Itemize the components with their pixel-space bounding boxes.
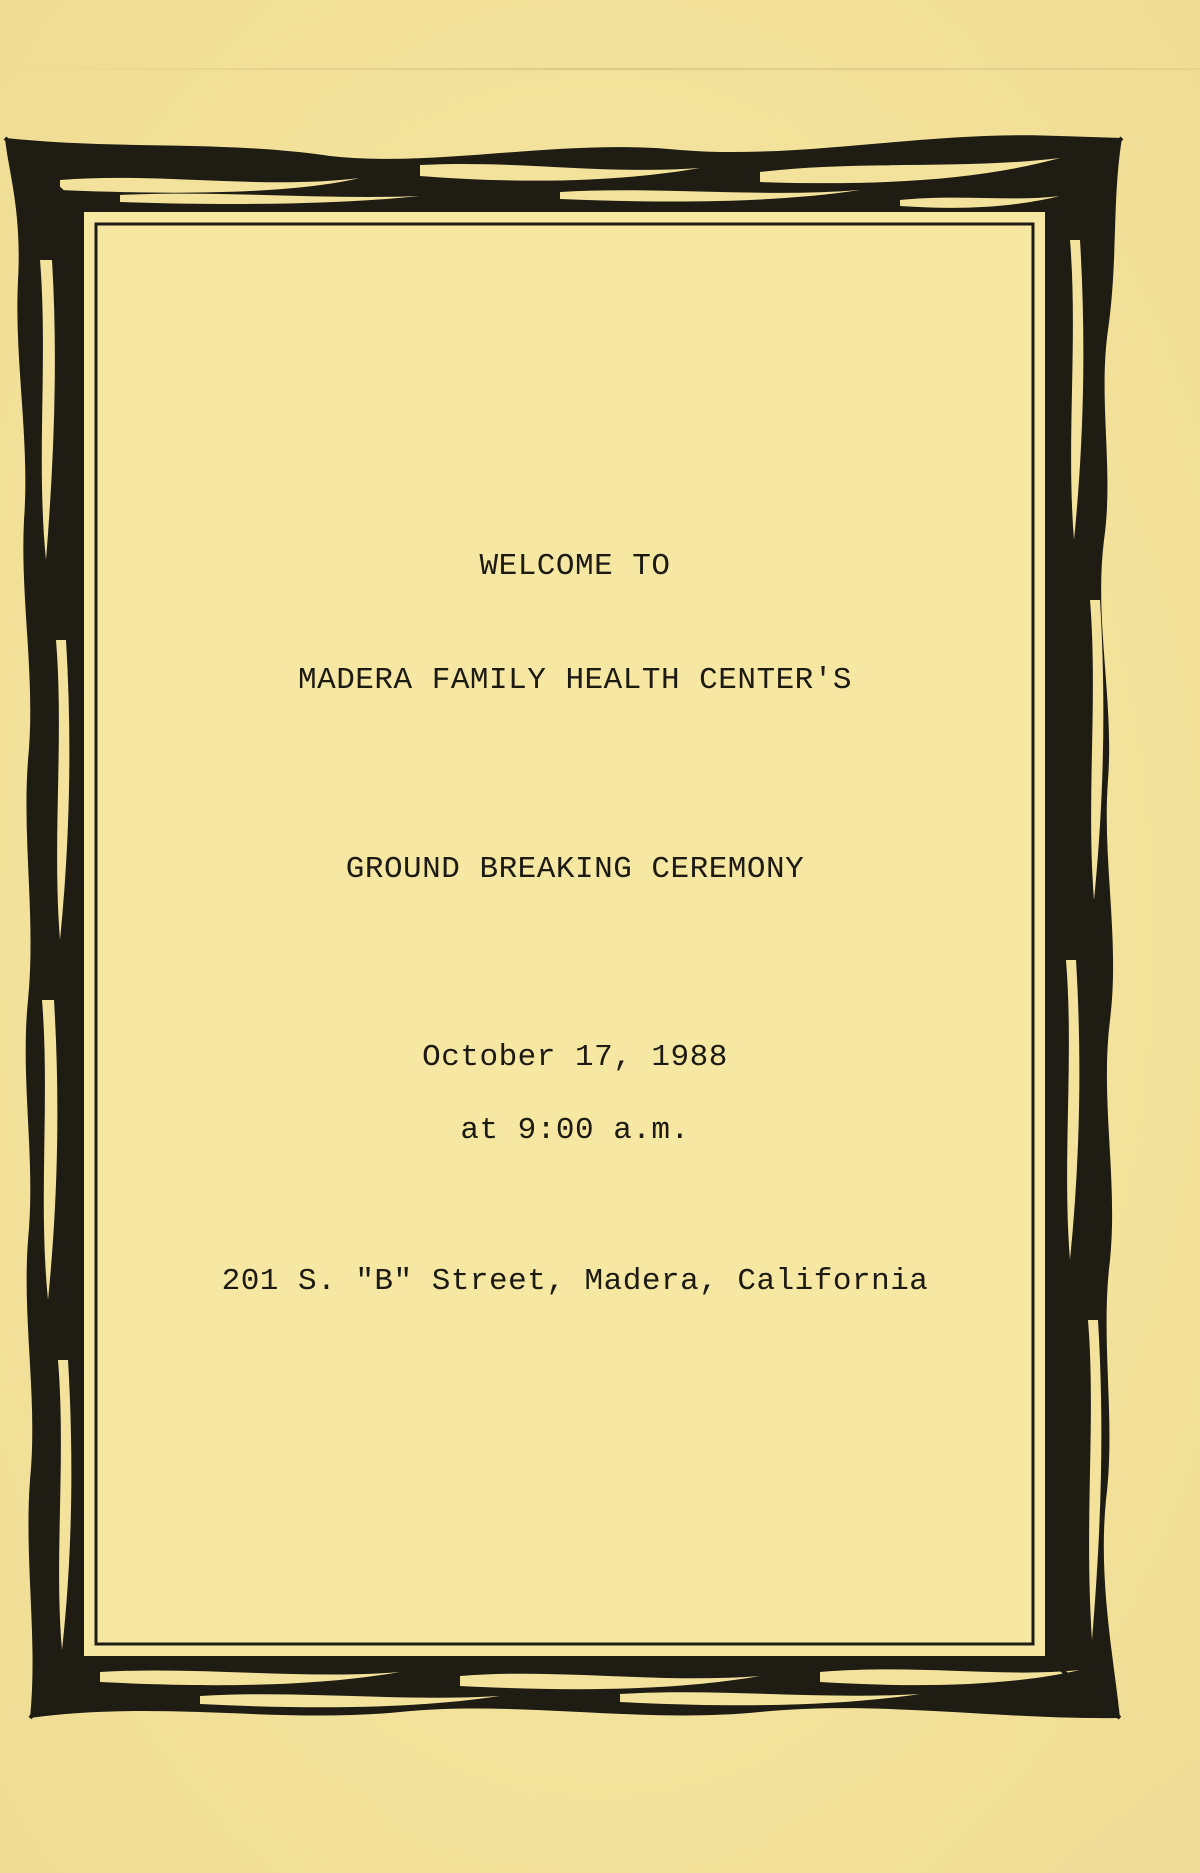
welcome-heading: WELCOME TO xyxy=(479,549,671,584)
organization-name: MADERA FAMILY HEALTH CENTER'S xyxy=(298,663,852,698)
event-date: October 17, 1988 xyxy=(422,1040,728,1075)
event-time: at 9:00 a.m. xyxy=(460,1113,690,1148)
event-title: GROUND BREAKING CEREMONY xyxy=(345,852,805,887)
event-address: 201 S. "B" Street, Madera, California xyxy=(221,1264,929,1299)
